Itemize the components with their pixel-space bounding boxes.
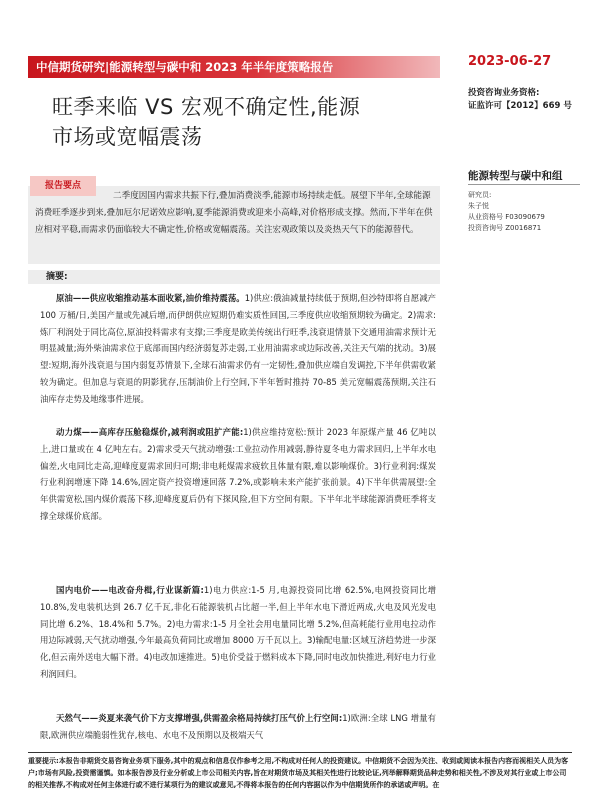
paragraph-natural-gas bbox=[40, 710, 436, 744]
paragraph-body: 1)欧洲:全球 LNG 增量有限,欧洲供应端脆弱性犹存,核电、水电不及预期以及极端天气 bbox=[40, 713, 436, 740]
analyst-license-1: 从业资格号 F03090679 bbox=[468, 213, 545, 221]
paragraph-heading: 国内电价——电改奋舟楫,行业谋新篇: bbox=[56, 585, 204, 595]
report-date: 2023-06-27 bbox=[468, 54, 552, 69]
paragraph-heading: 动力煤——高库存压舱稳煤价,减利润或阻扩产能: bbox=[56, 427, 244, 437]
footer-divider bbox=[28, 752, 572, 753]
license-info bbox=[468, 87, 572, 113]
paragraph-thermal-coal bbox=[40, 424, 436, 525]
title-line-2: 市场或宽幅震荡 bbox=[52, 125, 203, 149]
abstract-label: 摘要: bbox=[28, 270, 440, 284]
title-line-1: 旺季来临 VS 宏观不确定性,能源 bbox=[52, 95, 361, 119]
summary-text: 二季度因国内需求共振下行,叠加消费淡季,能源市场持续走低。展望下半年,全球能源消费旺季逐步到来,叠加厄尔尼诺效应影响,夏季能源消费或迎来小高峰,对价格形成支撑。然而,下半年在供应相对平稳,而需求仍面临较大不确定性,价格或宽幅震荡。关注宏观政策以及炎热天气下的能源替代。 bbox=[35, 191, 433, 235]
report-banner: 中信期货研究|能源转型与碳中和 2023 年半年度策略报告 bbox=[28, 56, 440, 78]
paragraph-heading: 原油——供应收缩推动基本面收紧,油价维持震荡。 bbox=[56, 293, 245, 303]
paragraph-body: 1)供应:俄油减量持续低于预期,但沙特即将自愿减产 100 万桶/日,美国产量或先减后增,而伊朗供应短期仍难实质性回国,三季度供应收缩预期较为确定。2)需求:炼厂利润处于同比高位,原油投料需求有支撑;三季度是欧美传统出行旺季,浅衰退情景下交通用油需求预计无明显减量;海外柴油需求位于底部而国内经济弱复苏走弱,工业用油需求或边际改善,关注天气端的扰动。3)展望:短期,海外浅衰退与国内弱复苏情景下,全球石油需求仍有一定韧性,叠加供应端自发调控,下半年供需收紧较为确定。但加息与衰退的阴影犹存,压制油价上行空间,下半年暂时推持 70-85 美元宽幅震荡预期,关注石油库存走势及地缘事件进展。 bbox=[40, 293, 437, 404]
page-title bbox=[52, 92, 452, 152]
sidebar-divider bbox=[468, 184, 580, 185]
license-line-1: 投资咨询业务资格: bbox=[468, 88, 540, 98]
analyst-info bbox=[468, 190, 545, 234]
analyst-license-2: 投资咨询号 Z0016871 bbox=[468, 224, 542, 232]
license-line-2: 证监许可【2012】669 号 bbox=[468, 101, 572, 111]
analyst-role: 研究员: bbox=[468, 191, 492, 199]
paragraph-crude-oil bbox=[40, 290, 436, 408]
disclaimer: 重要提示:本报告非期货交易咨询业务项下服务,其中的观点和信息仅作参考之用,不构成对任何人的投资建议。中信期货不会因为关注、收到或阅读本报告内容而视相关人员为客户;市场有风险,投资需谨慎。如本报告涉及行业分析或上市公司相关内容,旨在对期货市场及其相关性进行比较论证,列举解释期货品种走势和相关性,不涉及对其行业或上市公司的相关推荐,不构成对任何主体进行或不进行某项行为的建议或意见,不得将本报告的任何内容据以作为中信期货所作的承诺或声明。在 bbox=[28, 757, 569, 789]
paragraph-heading: 天然气——炎夏来袭气价下方支撑增强,供需盈余格局持续打压气价上行空间: bbox=[56, 713, 343, 723]
summary-tag: 报告要点 bbox=[30, 176, 96, 196]
paragraph-power-price bbox=[40, 582, 436, 683]
research-group: 能源转型与碳中和组 bbox=[468, 170, 563, 182]
paragraph-body: 1)供应维持宽松:预计 2023 年原煤产量 46 亿吨以上,进口量或在 4 亿吨左右。2)需求受天气扰动增强:工业拉动作用减弱,静待夏冬电力需求回归,上半年水电偏差,火电同比走高,迎峰度夏需求回归可期;非电耗煤需求疲软且体量有限,难以影响煤价。3)行业利润:煤炭行业利润增速下降 14.6%,固定资产投资增速回落 7.2%,或影响未来产能扩张前景。4)下半年供需展望:全年供需宽松,国内煤价震荡下移,迎峰度夏后仍有下探风险,但下方空间有限。下半年北半球能源消费旺季将支撑全球煤价底部。 bbox=[40, 427, 436, 521]
paragraph-body: 1)电力供应:1-5 月,电源投资同比增 62.5%,电网投资同比增 10.8%,发电装机达到 26.7 亿千瓦,非化石能源装机占比超一半,但上半年水电下滑近两成,火电及风光发电同比增 6.2%、18.4%和 5.7%。2)电力需求:1-5 月全社会用电量同比增 5.2%,但高耗能行业用电拉动作用边际减弱,天气扰动增强,今年最高负荷同比或增加 8000 万千瓦以上。3)输配电量:区域互济趋势进一步深化,但云南外送电大幅下滑。4)电改加速推进。5)电价受益于燃料成本下降,同时电改加快推进,利好电力行业利润回归。 bbox=[40, 585, 437, 679]
analyst-name: 朱子悦 bbox=[468, 202, 489, 210]
